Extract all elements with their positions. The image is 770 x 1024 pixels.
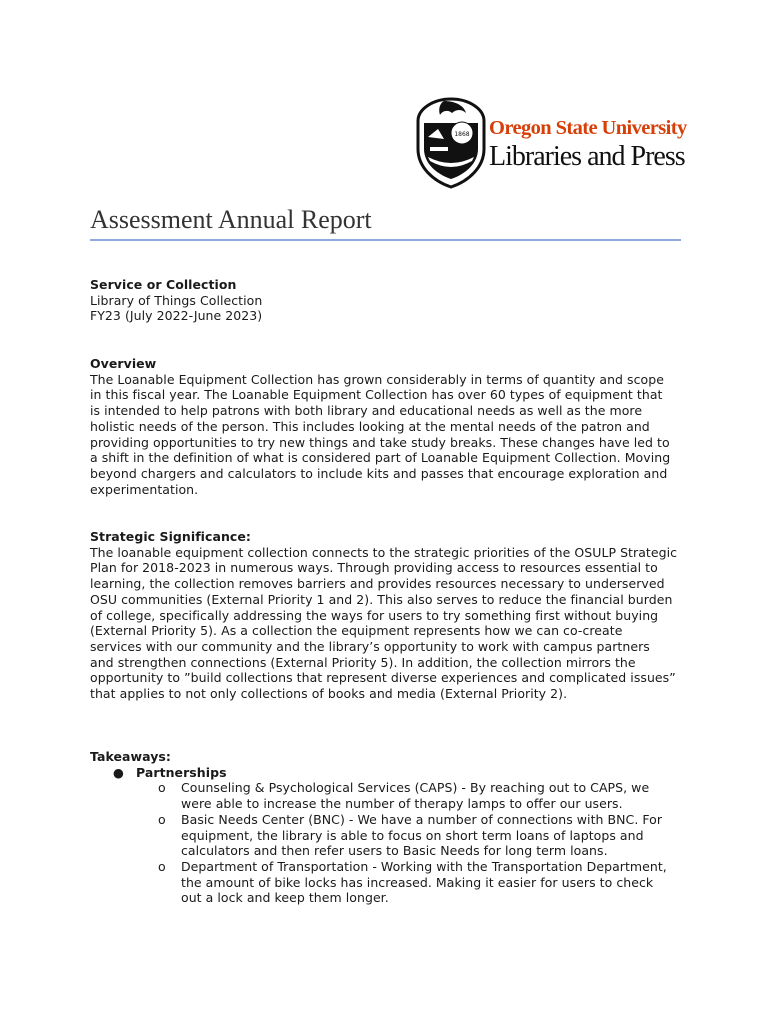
overview-section [90, 356, 690, 497]
partnership-item-line: the amount of bike locks has increased. Making it easier for users to check [181, 874, 654, 890]
partnerships-bullet [90, 765, 690, 781]
service-name: Library of Things Collection [90, 292, 263, 308]
partnership-item-line: Department of Transportation - Working with the Transportation Department, [181, 858, 667, 874]
body-line: is intended to help patrons with both library and educational needs as well as the more [90, 403, 643, 419]
body-line: The loanable equipment collection connects to the strategic priorities of the OSULP Strategic [90, 544, 678, 560]
sub-bullet-icon: o [158, 858, 166, 874]
partnership-item-line: were able to increase the number of therapy lamps to offer our users. [181, 796, 623, 812]
body-line: and strengthen connections (External Priority 5). In addition, the collection mirrors the [90, 654, 636, 670]
body-line: services with our community and the library’s opportunity to work with campus partners [90, 638, 650, 654]
body-line: (External Priority 5). As a collection the equipment represents how we can co-create [90, 623, 623, 639]
partnership-item-line: Basic Needs Center (BNC) - We have a number of connections with BNC. For [181, 811, 663, 827]
takeaways-section [90, 749, 690, 906]
body-line: in this fiscal year. The Loanable Equipment Collection has over 60 types of equipment that [90, 387, 663, 403]
body-line: providing opportunities to try new things and take study breaks. These changes have led to [90, 434, 670, 450]
partnership-item-line: Counseling & Psychological Services (CAPS) - By reaching out to CAPS, we [181, 780, 650, 796]
body-line: of college, specifically addressing the ways for users to try something first without buying [90, 607, 659, 623]
page-title: Assessment Annual Report [90, 205, 372, 234]
body-line: that applies to not only collections of books and media (External Priority 2). [90, 686, 568, 702]
logo-libraries-name: Libraries and Press [489, 141, 685, 172]
strategic-body [90, 545, 690, 702]
body-line: Plan for 2018-2023 in numerous ways. Through providing access to resources essential to [90, 560, 658, 576]
body-line: OSU communities (External Priority 1 and 2). This also serves to reduce the financial burden [90, 591, 673, 607]
logo-university-name: Oregon State University [489, 117, 687, 139]
body-line: beyond chargers and calculators to include kits and passes that encourage exploration and [90, 465, 668, 481]
overview-heading: Overview [90, 356, 157, 371]
partnership-item [90, 812, 690, 859]
service-heading: Service or Collection [90, 277, 237, 292]
body-line: experimentation. [90, 481, 199, 497]
body-line: a shift in the definition of what is considered part of Loanable Equipment Collection. Moving [90, 450, 671, 466]
sub-bullet-icon: o [158, 811, 166, 827]
partnership-item [90, 780, 690, 811]
bullet-icon: ● [113, 764, 124, 780]
body-line: The Loanable Equipment Collection has grown considerably in terms of quantity and scope [90, 371, 664, 387]
osu-libraries-logo [414, 97, 704, 193]
partnership-item-line: equipment, the library is able to focus on short term loans of laptops and [181, 827, 644, 843]
overview-body [90, 372, 690, 498]
strategic-heading: Strategic Significance: [90, 529, 251, 544]
strategic-section [90, 529, 690, 702]
osu-seal-icon [414, 97, 488, 189]
partnerships-label: Partnerships [136, 764, 227, 780]
sub-bullet-icon: o [158, 780, 166, 796]
body-line: opportunity to ”build collections that represent diverse experiences and complicated issues” [90, 670, 676, 686]
service-period: FY23 (July 2022-June 2023) [90, 308, 263, 324]
partnership-item-line: calculators and then refer users to Basic Needs for long term loans. [181, 843, 608, 859]
service-section [90, 277, 690, 324]
partnerships-list [90, 780, 690, 906]
body-line: holistic needs of the person. This includes looking at the mental needs of the patron and [90, 418, 650, 434]
partnership-item [90, 859, 690, 906]
partnership-item-line: out a lock and keep them longer. [181, 890, 389, 906]
svg-text:1868: 1868 [454, 131, 470, 138]
takeaways-heading: Takeaways: [90, 749, 171, 764]
body-line: learning, the collection removes barriers and provides resources necessary to underserved [90, 576, 665, 592]
title-divider [90, 239, 681, 241]
